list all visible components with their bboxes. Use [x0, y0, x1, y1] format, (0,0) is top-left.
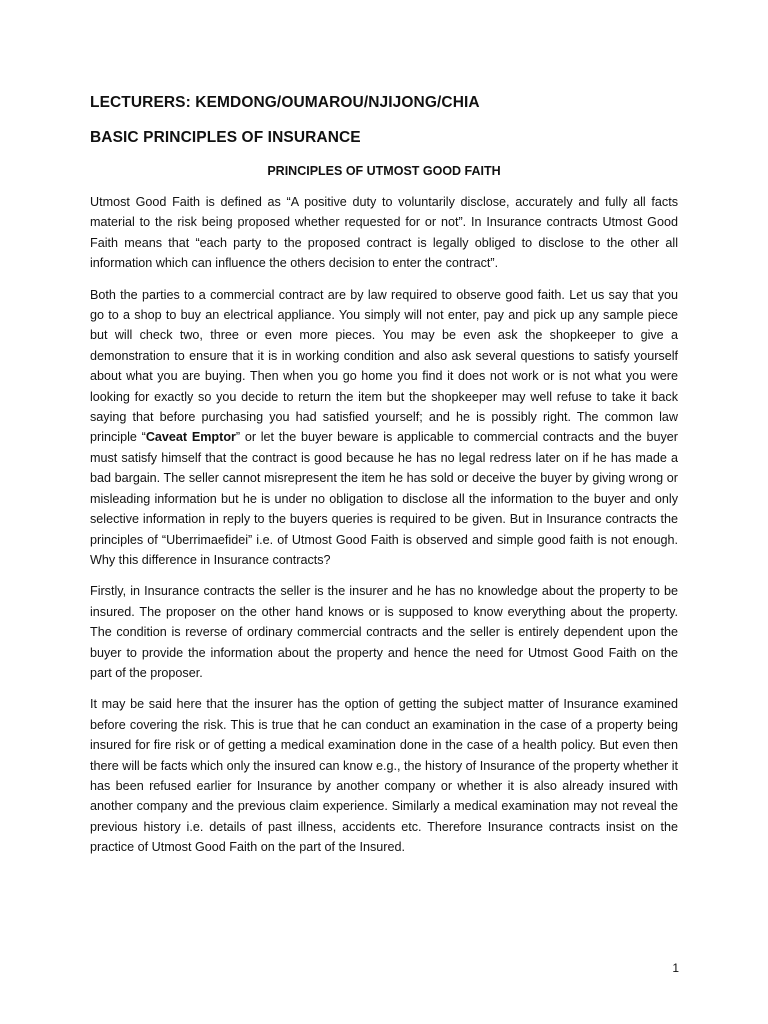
paragraph-text: Both the parties to a commercial contract are by law required to observe good faith. Let us say that you go to a shop to buy an electrical appliance. You simply will not enter, pay and pick up any sample piece but will check two, three or even more pieces. You may be even ask the shopkeeper to give a demonstration to ensure that it is in working condition and also ask several questions to satisfy yourself about what you are buying. Then when you go home you find it does not work or is not what you were looking for exactly so you decide to return the item but the shopkeeper may well refuse to take it back saying that before purchasing you had satisfied yourself; and he is possibly right. The common law principle “ — [90, 287, 678, 445]
paragraph-commercial-contracts — [90, 285, 678, 571]
paragraph-text: ” or let the buyer beware is applicable to commercial contracts and the buyer must satisfy himself that the contract is good because he has no legal redress later on if he has made a bad bargain. The seller cannot misrepresent the item he has sold or deceive the buyer by giving wrong or misleading information but he is under no obligation to disclose all the information to the buyer and only selective information in reply to the buyers queries is required to be given. But in Insurance contracts the principles of “Uberrimaefidei” i.e. of Utmost Good Faith is observed and simple good faith is not enough. Why this difference in Insurance contracts? — [90, 430, 678, 567]
paragraph-definition: Utmost Good Faith is defined as “A positive duty to voluntarily disclose, accurately and fully all facts material to the risk being proposed whether requested for or not”. In Insurance contracts Utmost Good Faith means that “each party to the proposed contract is legally obliged to disclose to the other all information which can influence the others decision to enter the contract”. — [90, 195, 678, 271]
page-number: 1 — [672, 961, 679, 975]
paragraph-examination: It may be said here that the insurer has the option of getting the subject matter of Insurance examined before covering the risk. This is true that he can conduct an examination in the case of a property being insured for fire risk or of getting a medical examination done in the case of a health policy. But even then there will be facts which only the insured can know e.g., the history of Insurance of the property whether it has been refused earlier for Insurance by another company or whether it is also already insured with another company and the previous claim experience. Similarly a medical examination may not reveal the previous history i.e. details of past illness, accidents etc. Therefore Insurance contracts insist on the practice of Utmost Good Faith on the part of the Insured. — [90, 697, 678, 855]
caveat-emptor-term: Caveat Emptor — [145, 430, 236, 445]
document-page — [90, 92, 678, 869]
main-title: BASIC PRINCIPLES OF INSURANCE — [90, 129, 361, 146]
paragraph-insurer-knowledge: Firstly, in Insurance contracts the seller is the insurer and he has no knowledge about the property to be insured. The proposer on the other hand knows or is supposed to know everything about the property. The condition is reverse of ordinary commercial contracts and the seller is entirely dependent upon the buyer to provide the information about the property and hence the need for Utmost Good Faith on the part of the proposer. — [90, 584, 678, 680]
section-title: PRINCIPLES OF UTMOST GOOD FAITH — [267, 164, 501, 178]
lecturers-heading: LECTURERS: KEMDONG/OUMAROU/NJIJONG/CHIA — [90, 94, 480, 111]
